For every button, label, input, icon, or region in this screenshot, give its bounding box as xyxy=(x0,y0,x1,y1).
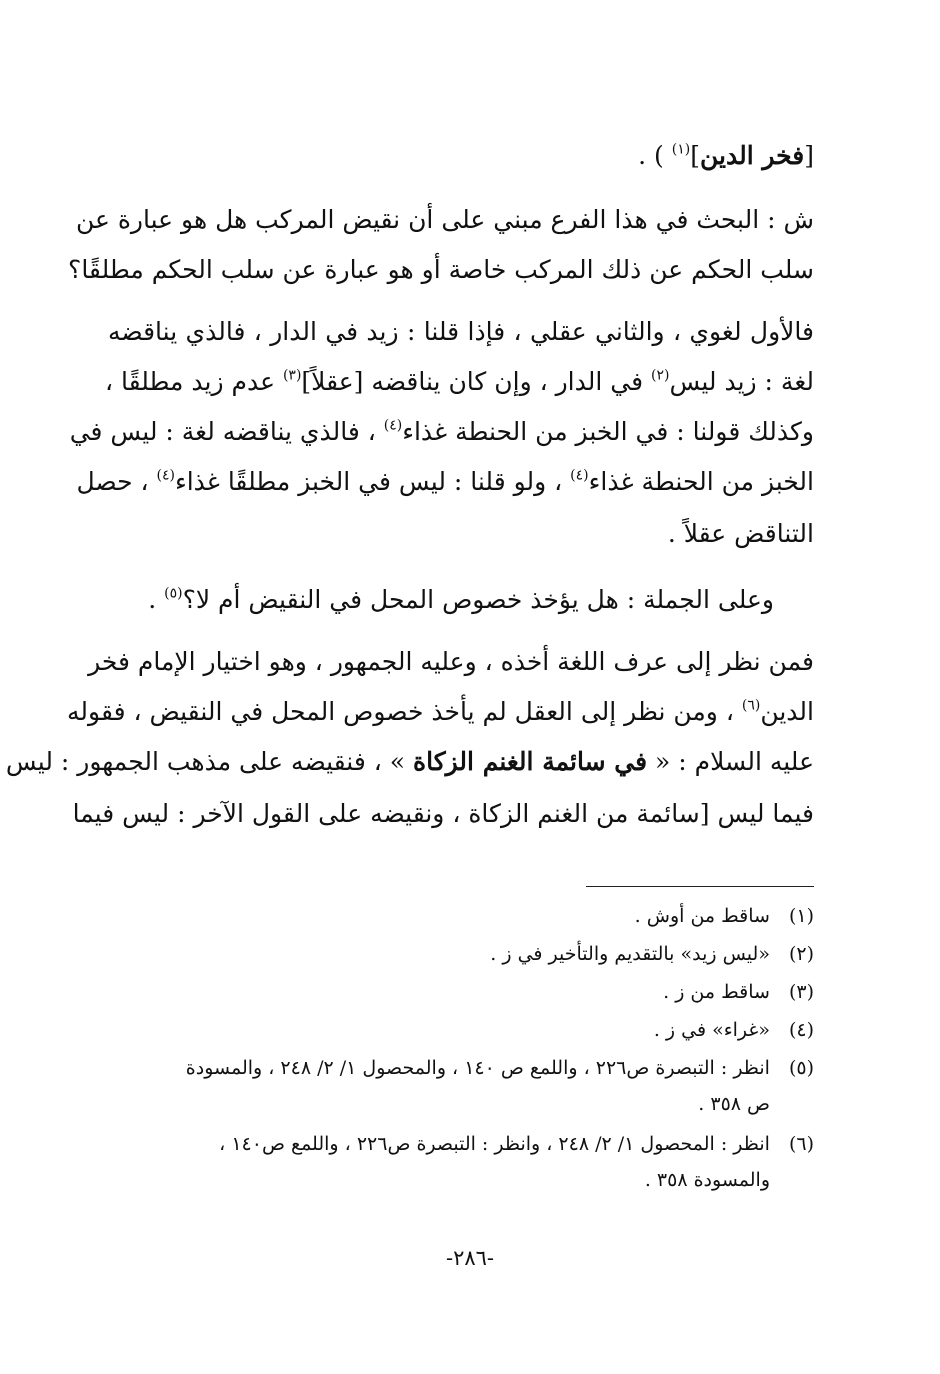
footnote-5 xyxy=(108,1050,814,1086)
footnote-ref: (٢) xyxy=(651,367,670,384)
paragraph-1-line-2 xyxy=(68,248,814,292)
footnote-text: ص ٣٥٨ . xyxy=(698,1093,770,1115)
paragraph-2-line-5 xyxy=(108,512,814,556)
line-text: سلب الحكم عن ذلك المركب خاصة أو هو عبارة عن سلب الحكم مطلقًا؟ xyxy=(68,255,814,284)
line-text: » ، فنقيضه على مذهب الجمهور : ليس xyxy=(5,747,414,776)
line-text: فيما ليس [سائمة من الغنم الزكاة ، ونقيضه على القول الآخر : ليس فيما xyxy=(72,799,814,828)
footnote-3 xyxy=(108,974,814,1010)
footnote-number: (٣) xyxy=(788,981,814,1003)
line-text: التناقض عقلاً . xyxy=(667,519,814,548)
footnote-text: انظر : المحصول ١/ ٢/ ٢٤٨ ، وانظر : التبصرة ص٢٢٦ ، واللمع ص١٤٠ ، xyxy=(219,1133,770,1155)
footnote-number: (١) xyxy=(788,905,814,927)
footnote-number: (٢) xyxy=(788,943,814,965)
line-text: عدم زيد مطلقًا ، xyxy=(104,367,283,396)
bracket-close: ] xyxy=(690,141,700,170)
footnote-ref: (٤) xyxy=(383,417,403,434)
line-text: الخبز من الحنطة غذاء xyxy=(588,467,814,496)
heading-tail: ) . xyxy=(638,141,672,170)
line-text: الدين xyxy=(760,697,814,726)
footnote-ref: (٦) xyxy=(741,697,761,714)
footnote-text: «غراء» في ز . xyxy=(653,1019,770,1041)
footnote-6-continuation xyxy=(108,1162,814,1198)
footnote-2 xyxy=(108,936,814,972)
heading-label: فخر الدين xyxy=(699,141,805,170)
footnote-text: والمسودة ٣٥٨ . xyxy=(644,1169,770,1191)
footnote-text: «ليس زيد» بالتقديم والتأخير في ز . xyxy=(490,943,770,965)
line-text: ، ومن نظر إلى العقل لم يأخذ خصوص المحل في النقيض ، فقوله xyxy=(67,697,742,726)
footnote-6 xyxy=(108,1126,814,1162)
line-text: ش : البحث في هذا الفرع مبني على أن نقيض المركب هل هو عبارة عن xyxy=(75,205,814,234)
line-text: وكذلك قولنا : في الخبز من الحنطة غذاء xyxy=(402,417,814,446)
paragraph-1-line-1 xyxy=(75,198,814,242)
line-text: فالأول لغوي ، والثاني عقلي ، فإذا قلنا : زيد في الدار ، فالذي يناقضه xyxy=(108,317,814,346)
footnote-ref: (٤) xyxy=(156,467,175,484)
line-text: ، فالذي يناقضه لغة : ليس في xyxy=(69,417,384,446)
paragraph-2-line-4 xyxy=(76,460,814,504)
footnote-ref: (٤) xyxy=(570,467,589,484)
paragraph-4-line-3 xyxy=(5,740,814,784)
line-text: فمن نظر إلى عرف اللغة أخذه ، وعليه الجمهور ، وهو اختيار الإمام فخر xyxy=(88,647,814,676)
footnote-text: ساقط من ز . xyxy=(663,981,770,1003)
paragraph-2-line-2 xyxy=(104,360,814,404)
bracket-open: [ xyxy=(804,141,814,170)
heading-line xyxy=(108,134,814,178)
line-text: لغة : زيد ليس xyxy=(669,367,814,396)
line-text: في الدار ، وإن كان يناقضه [عقلاً] xyxy=(301,367,651,396)
line-text: عليه السلام : « xyxy=(647,747,814,776)
footnote-4 xyxy=(108,1012,814,1048)
line-text: ، حصل xyxy=(76,467,157,496)
footnote-separator xyxy=(586,886,814,887)
footnote-number: (٥) xyxy=(788,1057,814,1079)
footnote-ref: (٣) xyxy=(282,367,302,384)
footnote-text: انظر : التبصرة ص٢٢٦ ، واللمع ص ١٤٠ ، والمحصول ١/ ٢/ ٢٤٨ ، والمسودة xyxy=(185,1057,770,1079)
paragraph-2-line-3 xyxy=(69,410,814,454)
footnote-number: (٦) xyxy=(788,1133,814,1155)
page-number: -٢٨٦- xyxy=(445,1246,495,1270)
paragraph-4-line-1 xyxy=(88,640,814,684)
paragraph-2-line-1 xyxy=(108,310,814,354)
footnote-5-continuation xyxy=(108,1086,814,1122)
footnote-ref: (١) xyxy=(671,141,691,158)
line-text: . xyxy=(148,585,165,614)
footnote-text: ساقط من أوش . xyxy=(634,905,770,927)
paragraph-3-line-1 xyxy=(108,578,814,622)
paragraph-4-line-2 xyxy=(67,690,814,734)
footnote-ref: (٥) xyxy=(164,585,183,602)
paragraph-4-line-4 xyxy=(72,792,814,836)
line-text: وعلى الجملة : هل يؤخذ خصوص المحل في النقيض أم لا؟ xyxy=(182,585,774,614)
footnote-1 xyxy=(108,898,814,934)
line-text: ، ولو قلنا : ليس في الخبز مطلقًا غذاء xyxy=(174,467,571,496)
footnote-number: (٤) xyxy=(788,1019,814,1041)
hadith-quote: في سائمة الغنم الزكاة xyxy=(413,747,648,776)
